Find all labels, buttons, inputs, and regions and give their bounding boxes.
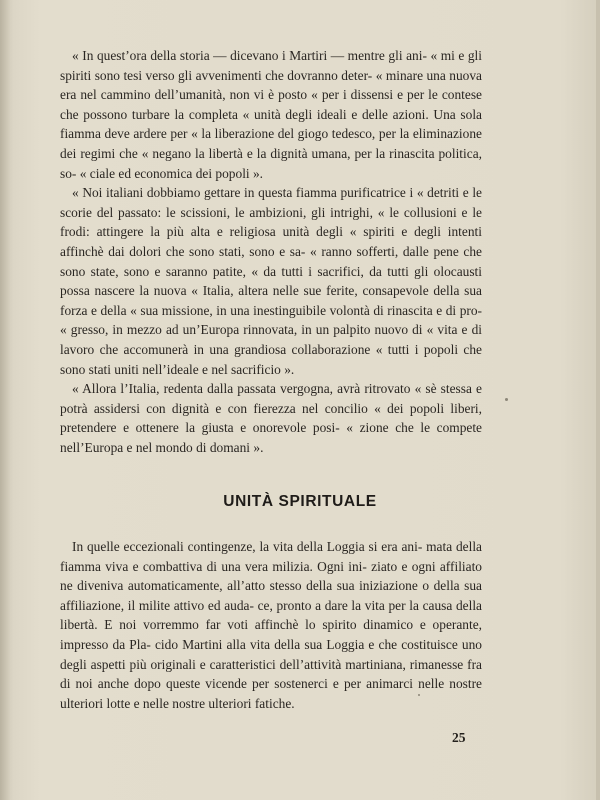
body-passage — [60, 537, 482, 713]
page-number: 25 — [452, 730, 466, 745]
page-edge — [596, 0, 600, 800]
paper-speck — [418, 694, 420, 696]
quote-paragraph-1: « In quest’ora della storia — dicevano i Martiri — mentre gli ani- « mi e gli spiriti sono tesi verso gli avvenimenti che dovranno deter- « minare una nuova era nel cammino dell’umanità, non vi è posto « per i dissensi e per le contese che possono turbare la completa « unità degli ideali e delle azioni. Una sola fiamma deve ardere per « la liberazione del giogo tedesco, per la eliminazione dei regimi che « negano la libertà e la dignità umana, per la rinascita politica, so- « ciale ed economica dei popoli ». — [60, 48, 482, 181]
page-gutter — [0, 0, 10, 800]
quote-paragraph-2: « Noi italiani dobbiamo gettare in questa fiamma purificatrice i « detriti e le scorie del passato: le scissioni, le ambizioni, gli intrighi, « le collusioni e le frodi: attingere la più alta e religiosa unità degli « spiriti e degli intenti affinchè dai dolori che sono stati, sono e sa- « ranno sofferti, dalle pene che sono state, sono e saranno patite, « da tutti i sacrifici, da tutti gli olocausti possa nascere la nuova « Italia, altera nelle sue ferite, consapevole della sua forza e della « sua missione, in una inestinguibile volontà di rinascita e di pro- « gresso, in mezzo ad un’Europa rinnovata, in un palpito nuovo di « vita e di lavoro che accomunerà in una grandiosa collaborazione « tutti i popoli che sono stati uniti nell’ideale e nel sacrificio ». — [60, 185, 482, 377]
section-heading: UNITÀ SPIRITUALE — [223, 493, 377, 510]
quote-paragraph-3: « Allora l’Italia, redenta dalla passata vergogna, avrà ritrovato « sè stessa e potrà assidersi con dignità e con fierezza nel concilio « dei popoli liberi, pretendere e ottenere la giusta e onorevole posi- « zione che le compete nell’Europa e nel mondo di domani ». — [60, 381, 482, 455]
paper-speck — [505, 398, 508, 401]
quoted-passage — [60, 46, 482, 457]
body-paragraph: In quelle eccezionali contingenze, la vita della Loggia si era ani- mata della fiamma viva e combattiva di una vera milizia. Ogni ini- ziato e ogni affiliato ne diveniva automaticamente, all’atto stesso della sua iniziazione o della sua affiliazione, il milite attivo ed auda- ce, pronto a dare la vita per la causa della libertà. E noi vorremmo far voti affinchè lo spirito dinamico e operante, impresso da Pla- cido Martini alla vita della sua Loggia e che costituisce uno degli aspetti più originali e caratteristici dell’attività martiniana, rimanesse fra di noi anche dopo queste vicende per sostenerci e per animarci nelle nostre ulteriori lotte e nelle nostre ulteriori fatiche. — [60, 539, 482, 711]
